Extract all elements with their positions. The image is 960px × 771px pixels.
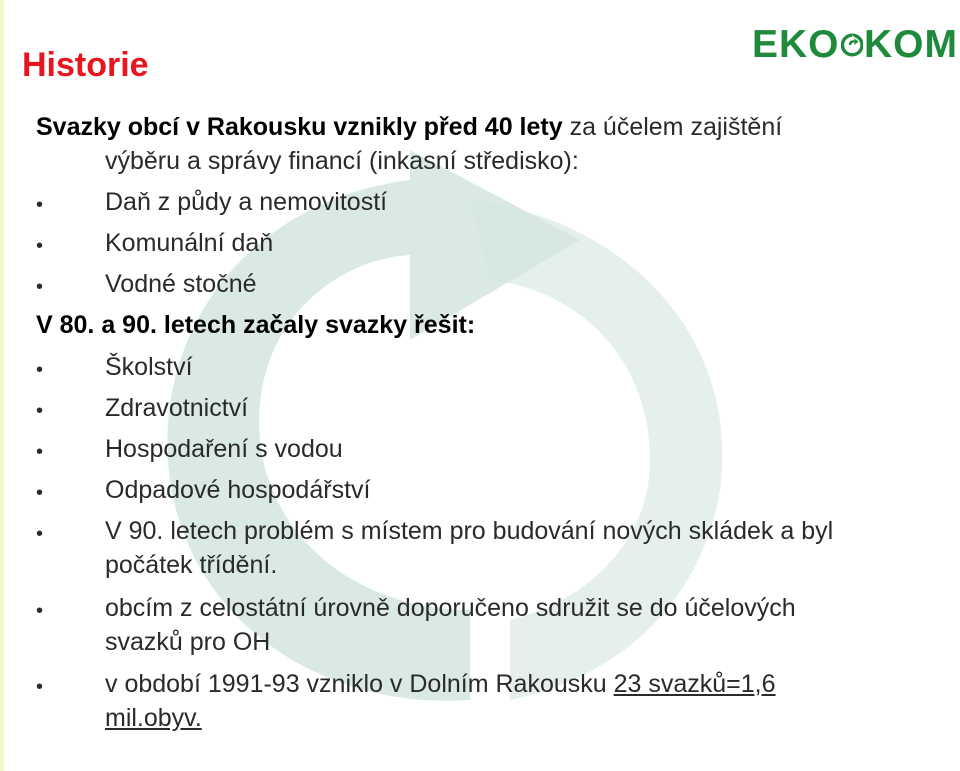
bullet-icon: • [36,400,44,422]
list1-item-0: Daň z půdy a nemovitostí [105,188,388,216]
item-90s-line-1: V 90. letech problém s místem pro budování nových skládek a byl [105,517,834,545]
list1-item-2: Vodné stočné [105,270,257,298]
bullet-icon: • [36,600,44,622]
bullet-icon: • [36,194,44,216]
logo-text-left: EKO [752,23,840,66]
bullet-icon: • [36,235,44,257]
item-90s-line-2: počátek třídění. [105,551,278,579]
item-recommend-line-2: svazků pro OH [105,628,271,656]
list1-item-1: Komunální daň [105,229,274,257]
list2-item-2: Hospodaření s vodou [105,435,343,463]
bullet-icon: • [36,523,44,545]
heading-80s-90s: V 80. a 90. letech začaly svazky řešit: [36,311,476,339]
page-title: Historie [22,46,149,84]
item-period-line-2: mil.obyv. [105,704,202,732]
intro-line-1 [36,110,782,144]
item-period-underlined: 23 svazků=1,6 [613,670,776,698]
bullet-icon: • [36,276,44,298]
list2-item-1: Zdravotnictví [105,394,249,422]
bullet-icon: • [36,441,44,463]
list2-item-3: Odpadové hospodářství [105,476,371,504]
intro-rest: za účelem zajištění [562,113,783,141]
item-period-line-1 [105,667,776,701]
intro-line-2: výběru a správy financí (inkasní středisko): [105,147,579,175]
item-period-text: v období 1991-93 vzniklo v Dolním Rakousku [105,670,614,698]
list2-item-0: Školství [105,353,193,381]
bullet-icon: • [36,676,44,698]
bullet-icon: • [36,482,44,504]
bullet-icon: • [36,359,44,381]
logo-text-right: KOM [864,23,958,66]
item-recommend-line-1: obcím z celostátní úrovně doporučeno sdružit se do účelových [105,594,796,622]
intro-bold: Svazky obcí v Rakousku vznikly před 40 lety [36,113,563,141]
